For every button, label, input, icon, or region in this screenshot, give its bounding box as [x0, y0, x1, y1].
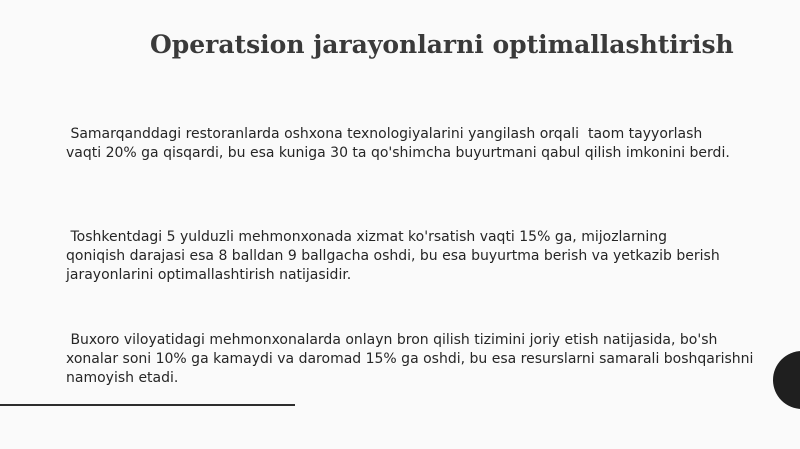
slide-title: Operatsion jarayonlarni optimallashtirish [150, 30, 734, 59]
bottom-divider-line [0, 404, 295, 406]
paragraph-buxoro: Buxoro viloyatidagi mehmonxonalarda onlayn bron qilish tizimini joriy etish natijasida, bo'sh xonalar soni 10% ga kamaydi va daromad 15% ga oshdi, bu esa resurslarni samarali boshqarishni namoyish etadi. [66, 332, 754, 386]
paragraph-toshkent: Toshkentdagi 5 yulduzli mehmonxonada xizmat ko'rsatish vaqti 15% ga, mijozlarning qoniqish darajasi esa 8 balldan 9 ballgacha oshdi, bu esa buyurtma berish va yetkazib berish jarayonlarini optimallashtirish natijasidir. [66, 229, 720, 283]
paragraph-samarqand: Samarqanddagi restoranlarda oshxona texnologiyalarini yangilash orqali taom tayyorlash vaqti 20% ga qisqardi, bu esa kuniga 30 ta qo'shimcha buyurtmani qabul qilish imkonini berdi. [66, 126, 730, 161]
decorative-circle [773, 351, 800, 409]
